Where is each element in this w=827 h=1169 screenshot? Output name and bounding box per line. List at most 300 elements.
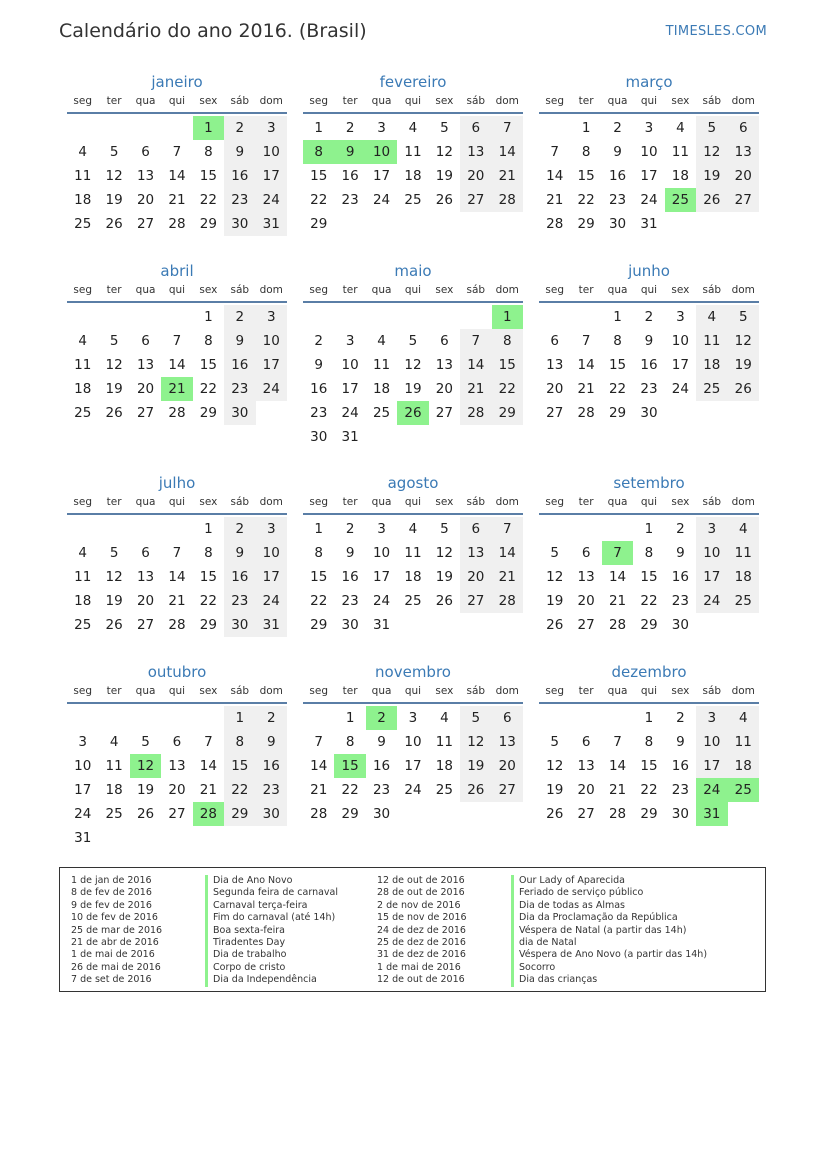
legend-date: 15 de nov de 2016 (377, 912, 467, 924)
empty-cell (98, 517, 129, 541)
day-grid (67, 706, 287, 850)
weekday-label: sex (435, 685, 454, 697)
weekday-label: sáb (466, 496, 486, 508)
weekday-header (67, 282, 287, 303)
day-cell: 26 (105, 617, 123, 633)
legend-holiday-name: Our Lady of Aparecida (511, 875, 625, 887)
day-grid (303, 116, 523, 236)
day-cell: 21 (460, 377, 491, 401)
weekday-label: dom (731, 685, 755, 697)
day-cell: 5 (109, 545, 119, 561)
day-cell: 23 (608, 192, 627, 208)
day-cell: 7 (550, 144, 559, 160)
day-cell: 9 (613, 144, 622, 160)
day-cell: 21 (492, 565, 523, 589)
day-cell: 30 (671, 806, 689, 822)
day-cell: 30 (224, 613, 255, 637)
day-cell: 22 (199, 192, 217, 208)
weekday-label: sex (671, 95, 690, 107)
day-cell: 8 (581, 144, 591, 160)
day-cell: 25 (728, 589, 759, 613)
day-cell: 17 (372, 569, 391, 585)
holiday-day-cell: 12 (130, 754, 161, 778)
day-cell: 15 (608, 357, 627, 373)
weekday-label: qui (640, 284, 658, 296)
weekday-label: qui (168, 284, 186, 296)
legend-holiday-name: dia de Natal (511, 937, 577, 949)
day-cell: 8 (224, 730, 255, 754)
day-cell: 1 (314, 521, 323, 537)
day-cell: 14 (168, 168, 186, 184)
month-name: julho (158, 474, 196, 492)
day-cell: 20 (577, 593, 595, 609)
day-cell: 5 (141, 734, 150, 750)
day-cell: 19 (460, 754, 491, 778)
day-cell: 31 (372, 617, 391, 633)
holiday-day-cell: 9 (334, 140, 365, 164)
day-cell: 15 (310, 569, 328, 585)
day-cell: 17 (372, 168, 391, 184)
weekday-label: sex (671, 496, 690, 508)
weekday-label: dom (259, 496, 283, 508)
holiday-day-cell: 25 (665, 188, 696, 212)
day-cell: 7 (492, 517, 523, 541)
day-cell: 18 (696, 353, 727, 377)
day-cell: 9 (676, 545, 685, 561)
day-cell: 12 (546, 758, 564, 774)
legend-holiday-name: Dia da Proclamação da República (511, 912, 678, 924)
day-cell: 15 (199, 569, 217, 585)
weekday-header (303, 683, 523, 704)
month-agosto (303, 472, 523, 637)
day-cell: 31 (256, 613, 287, 637)
legend-item (71, 962, 338, 974)
weekday-label: qui (640, 685, 658, 697)
day-cell: 30 (310, 429, 328, 445)
weekday-label: sáb (466, 284, 486, 296)
month-name: março (625, 73, 673, 91)
day-cell: 11 (74, 569, 92, 585)
day-cell: 22 (341, 782, 359, 798)
day-cell: 8 (345, 734, 355, 750)
legend-holiday-name: Dia de todas as Almas (511, 900, 625, 912)
holiday-day-cell: 31 (696, 802, 727, 826)
day-cell: 11 (728, 730, 759, 754)
day-cell: 27 (728, 188, 759, 212)
weekday-label: sex (435, 95, 454, 107)
day-cell: 3 (377, 521, 386, 537)
day-cell: 18 (74, 593, 92, 609)
day-cell: 16 (372, 758, 391, 774)
day-cell: 8 (644, 734, 654, 750)
day-cell: 5 (440, 521, 449, 537)
day-cell: 26 (435, 192, 453, 208)
day-cell: 3 (256, 305, 287, 329)
day-cell: 28 (460, 401, 491, 425)
day-cell: 29 (608, 405, 627, 421)
day-cell: 9 (224, 329, 255, 353)
day-cell: 7 (314, 734, 323, 750)
empty-cell (334, 305, 365, 329)
day-cell: 16 (640, 357, 658, 373)
weekday-label: qui (404, 496, 422, 508)
legend-item (71, 974, 338, 986)
day-cell: 21 (546, 192, 564, 208)
day-cell: 21 (492, 164, 523, 188)
month-março (539, 71, 759, 236)
day-cell: 1 (204, 309, 213, 325)
legend-item (377, 875, 707, 887)
day-cell: 31 (256, 212, 287, 236)
weekday-header (539, 282, 759, 303)
weekday-label: dom (731, 284, 755, 296)
day-cell: 2 (345, 521, 355, 537)
legend-item (71, 925, 338, 937)
day-cell: 5 (109, 144, 119, 160)
day-cell: 8 (492, 329, 523, 353)
weekday-label: qua (607, 95, 628, 107)
day-cell: 13 (546, 357, 564, 373)
day-cell: 2 (644, 309, 654, 325)
day-cell: 22 (310, 593, 328, 609)
weekday-label: ter (578, 284, 594, 296)
day-cell: 25 (404, 192, 422, 208)
day-cell: 14 (168, 569, 186, 585)
day-cell: 23 (341, 593, 359, 609)
day-cell: 3 (644, 120, 654, 136)
day-cell: 20 (136, 381, 155, 397)
day-cell: 17 (640, 168, 658, 184)
month-julho (67, 472, 287, 637)
day-cell: 2 (314, 333, 323, 349)
day-cell: 7 (460, 329, 491, 353)
day-cell: 8 (204, 333, 213, 349)
empty-cell (161, 305, 192, 329)
day-cell: 20 (460, 565, 491, 589)
day-cell: 29 (492, 401, 523, 425)
day-cell: 6 (460, 116, 491, 140)
legend-holiday-name: Boa sexta-feira (205, 925, 285, 937)
day-cell: 6 (728, 116, 759, 140)
day-cell: 22 (608, 381, 627, 397)
day-cell: 5 (696, 116, 727, 140)
legend-holiday-name: Socorro (511, 962, 555, 974)
day-cell: 31 (640, 216, 658, 232)
day-cell: 19 (105, 593, 123, 609)
day-cell: 16 (671, 569, 689, 585)
holiday-day-cell: 24 (696, 778, 727, 802)
day-cell: 1 (314, 120, 323, 136)
day-cell: 26 (136, 806, 155, 822)
day-cell: 23 (310, 405, 328, 421)
day-cell: 26 (546, 617, 564, 633)
day-cell: 3 (345, 333, 355, 349)
day-cell: 13 (136, 569, 155, 585)
day-cell: 4 (408, 120, 418, 136)
day-cell: 5 (550, 545, 559, 561)
weekday-label: qui (404, 95, 422, 107)
weekday-label: ter (342, 685, 358, 697)
day-cell: 21 (577, 381, 595, 397)
day-cell: 30 (640, 405, 658, 421)
day-cell: 29 (310, 216, 328, 232)
day-cell: 4 (728, 517, 759, 541)
weekday-label: qua (135, 496, 156, 508)
day-cell: 4 (408, 521, 418, 537)
weekday-label: sex (199, 496, 218, 508)
day-cell: 5 (550, 734, 559, 750)
holiday-day-cell: 26 (397, 401, 428, 425)
day-cell: 27 (460, 188, 491, 212)
day-cell: 23 (224, 188, 255, 212)
day-cell: 15 (224, 754, 255, 778)
day-cell: 13 (435, 357, 453, 373)
day-cell: 10 (671, 333, 689, 349)
day-cell: 30 (224, 401, 255, 425)
day-cell: 8 (314, 545, 323, 561)
day-cell: 11 (435, 734, 453, 750)
weekday-label: ter (106, 496, 122, 508)
month-fevereiro (303, 71, 523, 236)
day-cell: 11 (728, 541, 759, 565)
empty-cell (602, 517, 633, 541)
weekday-label: dom (731, 496, 755, 508)
day-cell: 18 (404, 168, 422, 184)
weekday-label: ter (106, 685, 122, 697)
month-abril (67, 260, 287, 425)
day-cell: 20 (460, 164, 491, 188)
day-cell: 1 (345, 710, 355, 726)
day-cell: 20 (546, 381, 564, 397)
day-cell: 3 (78, 734, 87, 750)
day-grid (539, 517, 759, 637)
weekday-label: ter (342, 284, 358, 296)
day-cell: 26 (105, 216, 123, 232)
weekday-label: seg (309, 284, 329, 296)
legend-date: 12 de out de 2016 (377, 875, 465, 886)
weekday-label: dom (495, 685, 519, 697)
day-cell: 21 (608, 593, 627, 609)
day-cell: 6 (141, 333, 150, 349)
day-cell: 16 (224, 164, 255, 188)
weekday-label: seg (309, 685, 329, 697)
legend-holiday-name: Véspera de Ano Novo (a partir das 14h) (511, 949, 707, 961)
legend-date: 9 de fev de 2016 (71, 899, 152, 911)
day-cell: 11 (372, 357, 391, 373)
weekday-label: ter (578, 685, 594, 697)
weekday-label: seg (73, 95, 93, 107)
day-cell: 23 (224, 589, 255, 613)
day-cell: 6 (172, 734, 182, 750)
day-cell: 26 (728, 377, 759, 401)
day-cell: 23 (640, 381, 658, 397)
day-cell: 10 (404, 734, 422, 750)
holiday-day-cell: 10 (366, 140, 397, 164)
day-cell: 15 (310, 168, 328, 184)
weekday-label: ter (106, 284, 122, 296)
weekday-label: sex (671, 284, 690, 296)
weekday-label: dom (259, 284, 283, 296)
day-cell: 10 (372, 545, 391, 561)
day-cell: 28 (492, 188, 523, 212)
day-cell: 18 (372, 381, 391, 397)
day-cell: 3 (696, 517, 727, 541)
day-cell: 24 (372, 593, 391, 609)
day-cell: 22 (492, 377, 523, 401)
day-cell: 25 (435, 782, 453, 798)
day-cell: 5 (460, 706, 491, 730)
weekday-header (67, 93, 287, 114)
weekday-label: sex (435, 496, 454, 508)
day-cell: 30 (608, 216, 627, 232)
day-cell: 9 (377, 734, 386, 750)
weekday-header (67, 494, 287, 515)
weekday-label: sáb (230, 685, 250, 697)
weekday-label: sex (199, 95, 218, 107)
day-cell: 20 (577, 782, 595, 798)
empty-cell (539, 116, 570, 140)
day-cell: 26 (105, 405, 123, 421)
weekday-label: qui (168, 95, 186, 107)
legend-date: 26 de mai de 2016 (71, 961, 161, 973)
day-cell: 24 (256, 377, 287, 401)
day-cell: 24 (372, 192, 391, 208)
day-cell: 15 (640, 758, 658, 774)
day-cell: 21 (168, 192, 186, 208)
day-cell: 30 (256, 802, 287, 826)
day-cell: 18 (74, 381, 92, 397)
weekday-label: seg (545, 496, 565, 508)
legend-date: 28 de out de 2016 (377, 887, 465, 899)
legend-date: 2 de nov de 2016 (377, 899, 461, 911)
day-cell: 15 (640, 569, 658, 585)
day-cell: 11 (404, 545, 422, 561)
weekday-label: seg (309, 95, 329, 107)
day-cell: 18 (671, 168, 689, 184)
day-cell: 23 (224, 377, 255, 401)
empty-cell (98, 305, 129, 329)
weekday-label: qua (607, 685, 628, 697)
day-grid (539, 116, 759, 236)
day-cell: 4 (728, 706, 759, 730)
empty-cell (130, 116, 161, 140)
day-cell: 28 (168, 216, 186, 232)
day-cell: 17 (256, 353, 287, 377)
day-cell: 17 (256, 565, 287, 589)
day-cell: 28 (168, 405, 186, 421)
day-cell: 22 (640, 593, 658, 609)
day-grid (67, 517, 287, 637)
day-grid (303, 706, 523, 826)
weekday-label: seg (73, 496, 93, 508)
day-cell: 31 (74, 830, 92, 846)
day-cell: 12 (105, 168, 123, 184)
legend-item (377, 925, 707, 937)
day-cell: 28 (577, 405, 595, 421)
legend-item (71, 912, 338, 924)
day-cell: 30 (372, 806, 391, 822)
weekday-label: ter (578, 95, 594, 107)
day-cell: 2 (345, 120, 355, 136)
legend-date: 1 de mai de 2016 (377, 961, 461, 973)
empty-cell (130, 706, 161, 730)
day-cell: 27 (492, 778, 523, 802)
day-grid (539, 706, 759, 826)
day-cell: 19 (136, 782, 155, 798)
day-grid (539, 305, 759, 425)
day-cell: 14 (546, 168, 564, 184)
legend-item (377, 900, 707, 912)
day-cell: 13 (136, 168, 155, 184)
day-cell: 23 (671, 593, 689, 609)
day-cell: 6 (440, 333, 449, 349)
day-cell: 15 (199, 357, 217, 373)
holiday-day-cell: 15 (334, 754, 365, 778)
site-link[interactable]: TIMESLES.COM (665, 24, 767, 39)
legend-item (71, 900, 338, 912)
day-cell: 21 (608, 782, 627, 798)
day-cell: 2 (224, 116, 255, 140)
empty-cell (98, 706, 129, 730)
day-cell: 3 (256, 517, 287, 541)
day-cell: 13 (492, 730, 523, 754)
day-cell: 6 (141, 545, 150, 561)
empty-cell (161, 706, 192, 730)
day-cell: 4 (676, 120, 685, 136)
empty-cell (67, 517, 98, 541)
day-cell: 29 (341, 806, 359, 822)
day-cell: 24 (640, 192, 658, 208)
legend-date: 25 de mar de 2016 (71, 924, 163, 936)
holiday-day-cell: 2 (366, 706, 397, 730)
day-cell: 21 (310, 782, 328, 798)
day-cell: 2 (224, 305, 255, 329)
legend-holiday-name: Feriado de serviço público (511, 887, 643, 899)
day-cell: 23 (372, 782, 391, 798)
weekday-label: sex (199, 284, 218, 296)
day-cell: 20 (728, 164, 759, 188)
day-cell: 14 (168, 357, 186, 373)
day-cell: 1 (644, 710, 654, 726)
day-cell: 18 (435, 758, 453, 774)
day-cell: 10 (74, 758, 92, 774)
day-cell: 15 (577, 168, 595, 184)
day-cell: 20 (435, 381, 453, 397)
day-cell: 6 (460, 517, 491, 541)
month-name: dezembro (611, 663, 687, 681)
weekday-label: qui (168, 496, 186, 508)
empty-cell (570, 305, 601, 329)
empty-cell (397, 305, 428, 329)
month-name: maio (394, 262, 432, 280)
day-cell: 7 (172, 144, 182, 160)
day-cell: 9 (644, 333, 654, 349)
weekday-label: qua (607, 284, 628, 296)
empty-cell (193, 706, 224, 730)
day-cell: 12 (460, 730, 491, 754)
day-cell: 17 (696, 565, 727, 589)
day-cell: 31 (341, 429, 359, 445)
month-name: outubro (147, 663, 207, 681)
page-title: Calendário do ano 2016. (Brasil) (59, 20, 367, 42)
day-cell: 16 (341, 168, 359, 184)
empty-cell (67, 305, 98, 329)
weekday-header (67, 683, 287, 704)
day-cell: 1 (644, 521, 654, 537)
day-cell: 27 (435, 405, 453, 421)
day-cell: 19 (696, 164, 727, 188)
day-cell: 23 (256, 778, 287, 802)
